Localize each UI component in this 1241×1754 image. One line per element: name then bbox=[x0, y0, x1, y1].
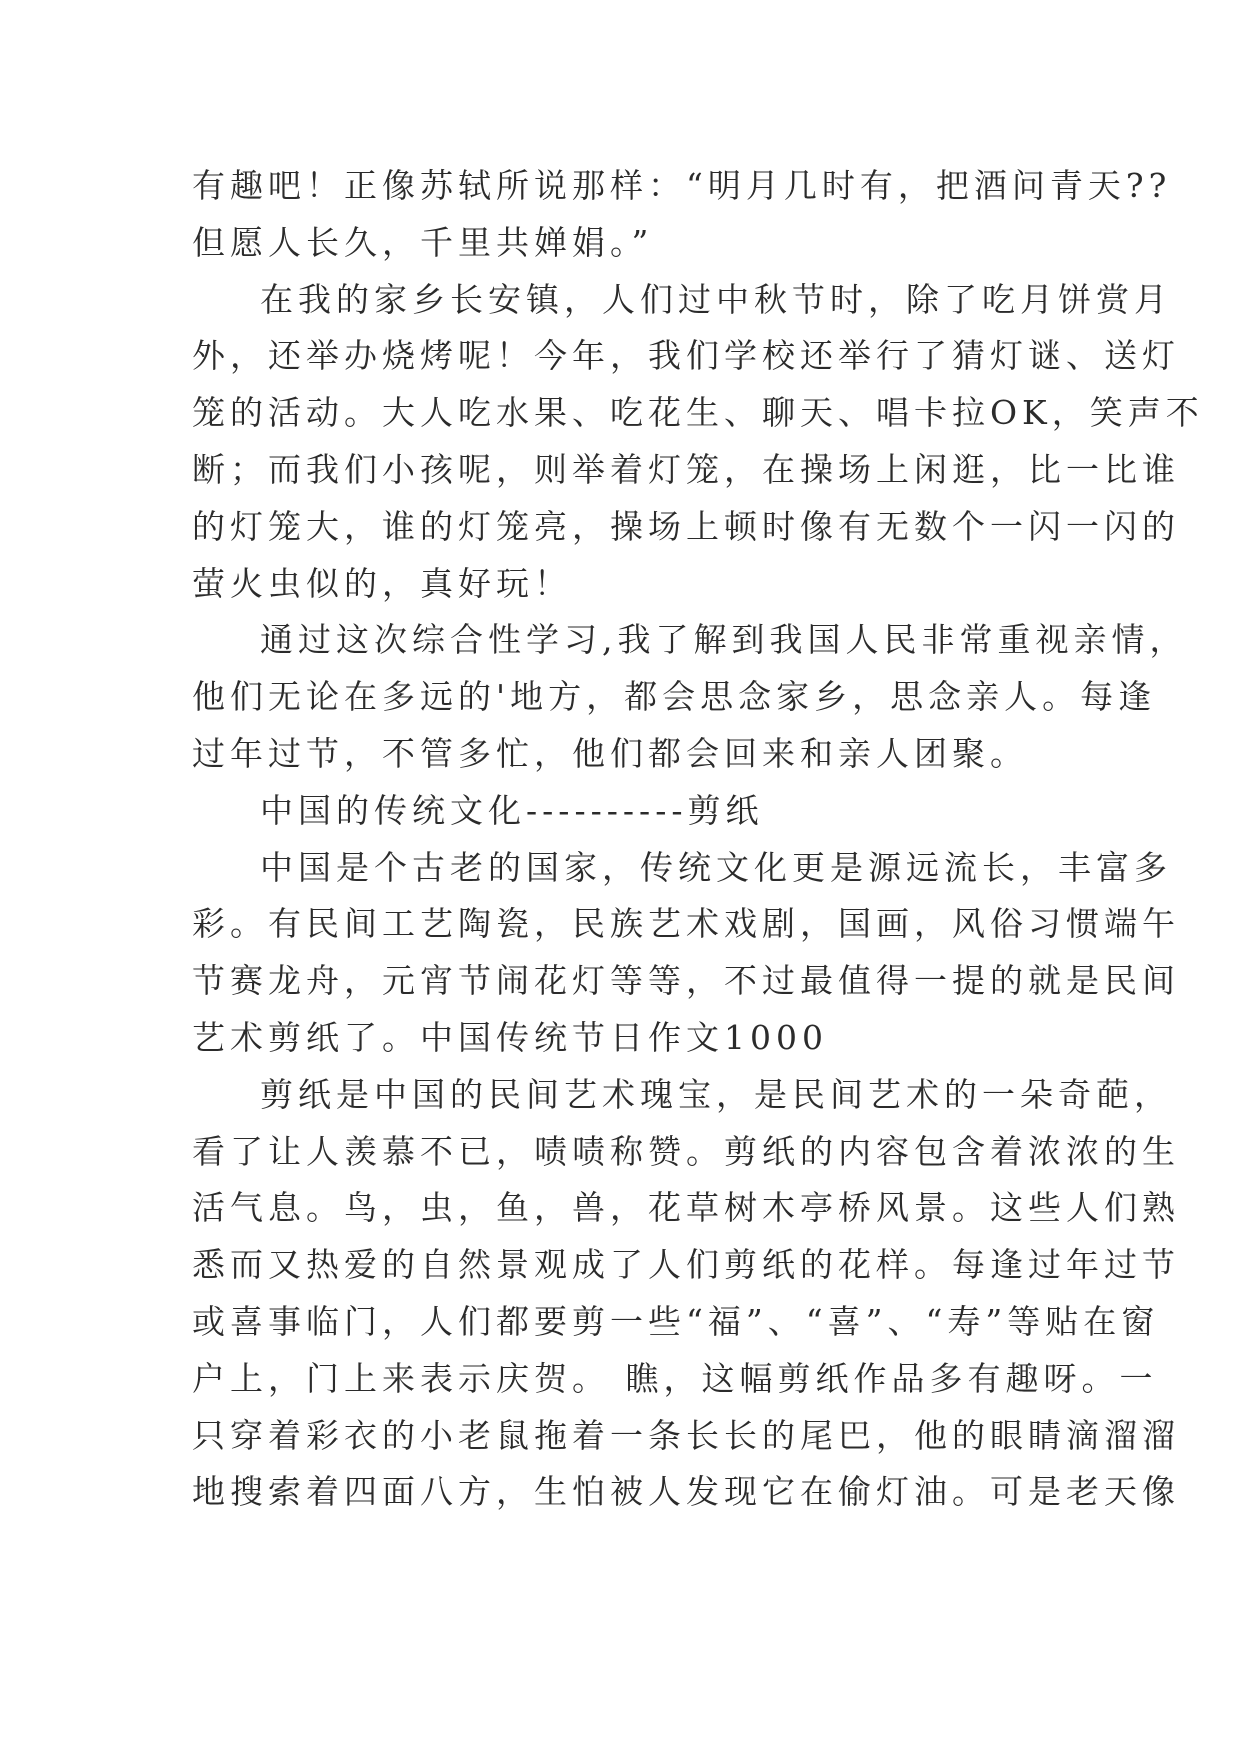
section-heading: 中国的传统文化----------剪纸 bbox=[260, 790, 764, 830]
text-line: 断；而我们小孩呢，则举着灯笼，在操场上闲逛，比一比谁 bbox=[192, 449, 1180, 489]
text-line: 有趣吧！正像苏轼所说那样：“明月几时有，把酒问青天?? bbox=[192, 166, 1172, 205]
text-line: 或喜事临门，人们都要剪一些“福”、“喜”、“寿”等贴在窗 bbox=[192, 1301, 1160, 1341]
text-line: 活气息。鸟，虫，鱼，兽，花草树木亭桥风景。这些人们熟 bbox=[192, 1188, 1180, 1228]
text-line: 通过这次综合性学习,我了解到我国人民非常重视亲情， bbox=[260, 620, 1188, 660]
text-line: 他们无论在多远的'地方，都会思念家乡，思念亲人。每逢 bbox=[192, 677, 1157, 717]
text-line: 萤火虫似的，真好玩！ bbox=[192, 563, 572, 603]
text-line: 在我的家乡长安镇，人们过中秋节时，除了吃月饼赏月 bbox=[260, 279, 1172, 319]
text-line: 悉而又热爱的自然景观成了人们剪纸的花样。每逢过年过节 bbox=[192, 1245, 1180, 1285]
text-line: 只穿着彩衣的小老鼠拖着一条长长的尾巴，他的眼睛滴溜溜 bbox=[192, 1415, 1180, 1455]
text-line: 节赛龙舟，元宵节闹花灯等等，不过最值得一提的就是民间 bbox=[192, 961, 1180, 1001]
text-line: 艺术剪纸了。中国传统节日作文1000 bbox=[192, 1017, 828, 1057]
text-line: 但愿人长久，千里共婵娟。” bbox=[192, 222, 654, 262]
text-line: 笼的活动。大人吃水果、吃花生、聊天、唱卡拉OK，笑声不 bbox=[192, 393, 1204, 433]
text-line: 过年过节，不管多忙，他们都会回来和亲人团聚。 bbox=[192, 733, 1028, 773]
text-line: 中国是个古老的国家，传统文化更是源远流长，丰富多 bbox=[260, 847, 1172, 887]
document-body bbox=[192, 158, 1204, 1521]
text-line: 的灯笼大，谁的灯笼亮，操场上顿时像有无数个一闪一闪的 bbox=[192, 506, 1180, 546]
text-line: 彩。有民间工艺陶瓷，民族艺术戏剧，国画，风俗习惯端午 bbox=[192, 904, 1180, 944]
text-line: 地搜索着四面八方，生怕被人发现它在偷灯油。可是老天像 bbox=[192, 1472, 1180, 1512]
text-line: 剪纸是中国的民间艺术瑰宝，是民间艺术的一朵奇葩， bbox=[260, 1074, 1172, 1114]
text-line: 外，还举办烧烤呢！今年，我们学校还举行了猜灯谜、送灯 bbox=[192, 336, 1180, 376]
text-line: 户上，门上来表示庆贺。 瞧，这幅剪纸作品多有趣呀。一 bbox=[192, 1358, 1158, 1398]
text-line: 看了让人羡慕不已，啧啧称赞。剪纸的内容包含着浓浓的生 bbox=[192, 1131, 1180, 1171]
